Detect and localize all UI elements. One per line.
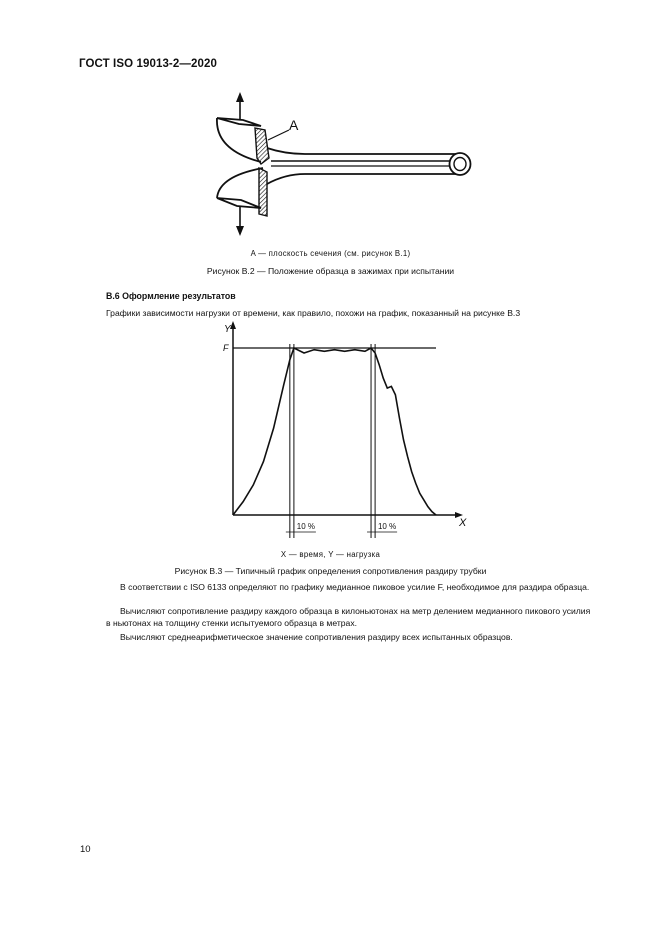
x-axis-label: X xyxy=(459,517,467,529)
x-axis xyxy=(233,512,463,518)
marker-label-a: A xyxy=(289,117,299,133)
interval-label-2: 10 % xyxy=(377,522,397,531)
specimen-grip-figure xyxy=(205,88,485,243)
interval-label-1: 10 % xyxy=(296,522,316,531)
arrow-down-icon xyxy=(236,204,244,236)
series-line xyxy=(233,348,436,515)
section-intro: Графики зависимости нагрузки от времени, как правило, похожи на график, показанный на рисунке В.3 xyxy=(106,308,521,318)
chart-legend: X — время, Y — нагрузка xyxy=(280,550,381,559)
paragraph: В соответствии с ISO 6133 определяют по графику медианное пиковое усилие F, необходимое для раздира образца. xyxy=(120,582,590,592)
figure-legend: A — плоскость сечения (см. рисунок В.1) xyxy=(250,249,411,258)
chart-caption: Рисунок В.3 — Типичный график определения сопротивления раздиру трубки xyxy=(174,566,487,576)
paragraph: Вычисляют среднеарифметическое значение сопротивления раздиру всех испытанных образцов. xyxy=(120,632,513,642)
peak-force-label: F xyxy=(223,343,229,353)
section-title: В.6 Оформление результатов xyxy=(106,291,236,301)
y-axis-label: Y xyxy=(224,324,231,335)
figure-caption: Рисунок В.2 — Положение образца в зажимах при испытании xyxy=(206,266,455,276)
load-time-chart xyxy=(218,320,480,545)
paragraph: Вычисляют сопротивление раздиру каждого образца в килоньютонах на метр делением медианного пикового усилия в ньютонах на толщину стенки испытуемого образца в метрах. xyxy=(106,606,591,628)
tube-specimen xyxy=(267,148,471,184)
document-header: ГОСТ ISO 19013-2—2020 xyxy=(79,58,217,70)
marker-leader-line xyxy=(268,130,289,140)
interval-markers xyxy=(286,344,397,538)
lower-grip xyxy=(217,168,267,216)
upper-grip xyxy=(217,118,269,164)
page-number: 10 xyxy=(80,844,91,855)
y-axis xyxy=(230,321,236,515)
